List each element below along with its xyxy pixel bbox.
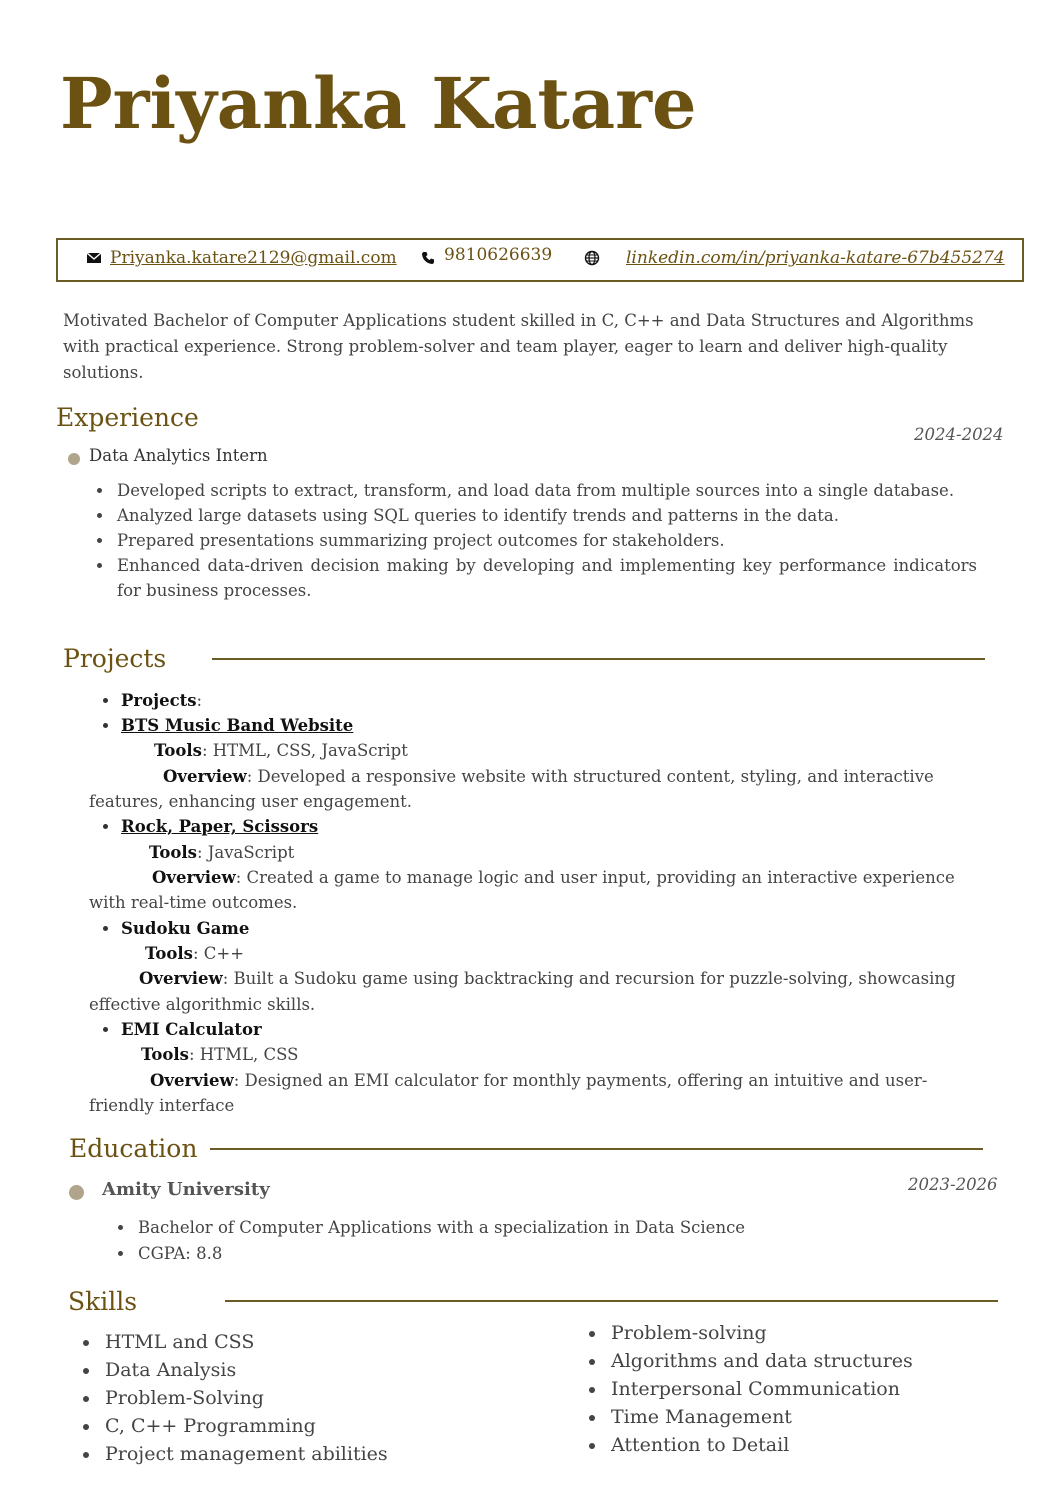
skill-item: Data Analysis	[105, 1359, 237, 1381]
projects-divider	[212, 658, 985, 660]
list-item: Bachelor of Computer Applications with a specialization in Data Science	[138, 1215, 998, 1240]
project-overview	[163, 764, 934, 789]
project-title[interactable]	[121, 713, 353, 738]
education-title: Education	[69, 1134, 198, 1163]
tools-value: : JavaScript	[196, 843, 295, 862]
project-overview-cont: effective algorithmic skills.	[89, 995, 316, 1014]
overview-text: : Designed an EMI calculator for monthly payments, offering an intuitive and user-	[233, 1071, 928, 1090]
project-tools	[141, 1042, 298, 1067]
bullet-dot	[103, 824, 108, 829]
overview-text: : Created a game to manage logic and user input, providing an interactive experience	[235, 868, 955, 887]
tools-value: : C++	[192, 944, 245, 963]
bullet-dot	[103, 926, 108, 931]
project-overview-cont: features, enhancing user engagement.	[89, 792, 413, 811]
education-bullet-dot	[69, 1185, 84, 1200]
project-name: Sudoku Game	[121, 919, 250, 938]
education-bullets	[138, 1215, 998, 1266]
tools-label: Tools	[145, 944, 193, 963]
project-overview-cont: friendly interface	[89, 1096, 235, 1115]
project-title	[121, 1017, 262, 1042]
skill-item: Algorithms and data structures	[611, 1350, 913, 1372]
bullet-dot	[103, 723, 108, 728]
project-name[interactable]: Rock, Paper, Scissors	[121, 817, 319, 836]
tools-label: Tools	[154, 741, 202, 760]
tools-label: Tools	[149, 843, 197, 862]
contact-email[interactable]	[86, 248, 397, 268]
phone-icon	[420, 250, 436, 266]
skill-item: Project management abilities	[105, 1443, 388, 1465]
project-name: EMI Calculator	[121, 1020, 262, 1039]
skill-item: Time Management	[611, 1406, 792, 1428]
contact-linkedin[interactable]	[584, 248, 1005, 268]
summary-text: Motivated Bachelor of Computer Applications student skilled in C, C++ and Data Structures and Algorithms with practical experience. Strong problem-solver and team player, eager to learn and deliver high-quality solutions.	[63, 311, 974, 382]
project-overview	[150, 1068, 927, 1093]
phone-number: 9810626639	[444, 245, 553, 265]
skill-item: Attention to Detail	[611, 1434, 790, 1456]
overview-text: : Developed a responsive website with structured content, styling, and interactive	[246, 767, 934, 786]
education-school: Amity University	[102, 1179, 270, 1200]
overview-label: Overview	[152, 868, 236, 887]
list-item: Enhanced data-driven decision making by developing and implementing key performance indicators for business processes.	[117, 553, 977, 603]
overview-label: Overview	[139, 969, 223, 988]
skill-item: Interpersonal Communication	[611, 1378, 900, 1400]
projects-intro-label: Projects	[121, 691, 197, 710]
project-title[interactable]	[121, 814, 318, 839]
envelope-icon	[86, 250, 102, 266]
project-tools	[154, 738, 408, 763]
project-tools	[145, 941, 244, 966]
project-name[interactable]: BTS Music Band Website	[121, 716, 354, 735]
project-overview	[139, 966, 956, 991]
skill-item: C, C++ Programming	[105, 1415, 316, 1437]
project-overview	[152, 865, 955, 890]
bullet-dot	[103, 698, 108, 703]
list-item: Analyzed large datasets using SQL queries to identify trends and patterns in the data.	[117, 503, 977, 528]
candidate-name: Priyanka Katare	[60, 62, 697, 145]
email-link[interactable]: Priyanka.katare2129@gmail.com	[110, 248, 397, 268]
overview-text: : Built a Sudoku game using backtracking and recursion for puzzle-solving, showcasing	[222, 969, 956, 988]
bullet-dot	[103, 1027, 108, 1032]
education-date: 2023-2026	[908, 1175, 998, 1194]
tools-value: : HTML, CSS, JavaScript	[201, 741, 408, 760]
contact-phone	[420, 245, 553, 268]
experience-title: Experience	[56, 403, 199, 432]
tools-label: Tools	[141, 1045, 189, 1064]
experience-bullets	[117, 478, 977, 603]
tools-value: : HTML, CSS	[188, 1045, 299, 1064]
overview-label: Overview	[163, 767, 247, 786]
list-item: Prepared presentations summarizing project outcomes for stakeholders.	[117, 528, 977, 553]
skill-item: HTML and CSS	[105, 1331, 255, 1353]
project-overview-cont: with real-time outcomes.	[89, 893, 298, 912]
projects-intro: Projects:	[121, 691, 203, 710]
skills-divider	[225, 1300, 998, 1302]
list-item: CGPA: 8.8	[138, 1241, 998, 1266]
experience-role: Data Analytics Intern	[89, 446, 268, 465]
experience-date: 2024-2024	[914, 425, 1004, 444]
globe-icon	[584, 250, 600, 266]
list-item: Developed scripts to extract, transform, and load data from multiple sources into a single database.	[117, 478, 977, 503]
linkedin-link[interactable]: linkedin.com/in/priyanka-katare-67b455274	[626, 248, 1005, 268]
skills-title: Skills	[68, 1287, 138, 1316]
overview-label: Overview	[150, 1071, 234, 1090]
experience-bullet-dot	[68, 453, 80, 465]
project-title	[121, 916, 249, 941]
education-divider	[210, 1148, 983, 1150]
project-tools	[149, 840, 294, 865]
skill-item: Problem-Solving	[105, 1387, 264, 1409]
skill-item: Problem-solving	[611, 1322, 767, 1344]
projects-title: Projects	[63, 644, 167, 673]
